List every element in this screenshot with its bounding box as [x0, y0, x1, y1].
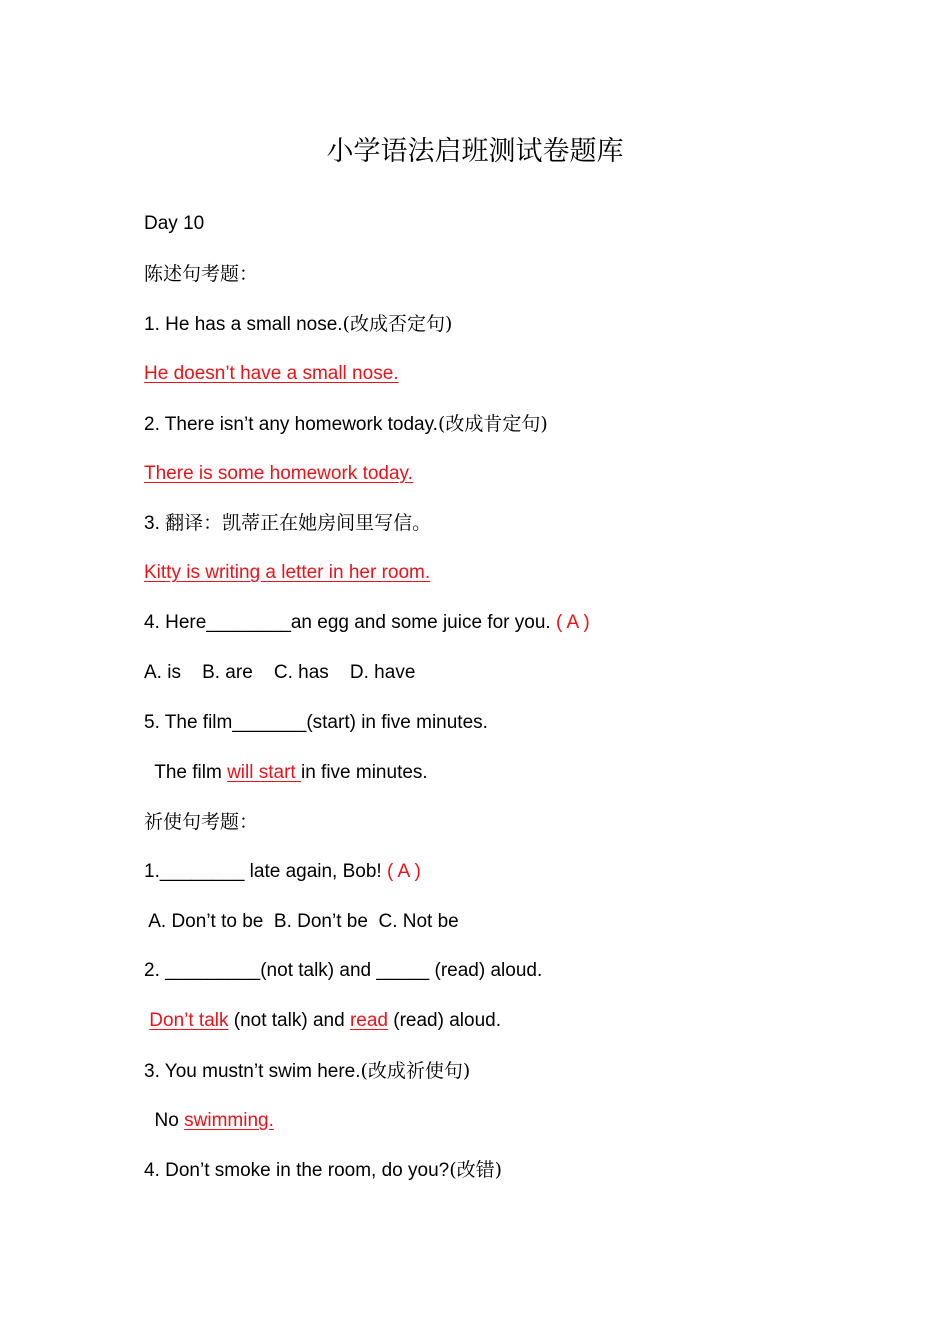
question-3 [144, 510, 431, 537]
question-2 [144, 411, 548, 438]
day-label: Day 10 [144, 213, 205, 234]
answer-1: He doesn’t have a small nose. [144, 363, 399, 384]
question-number: 3. [144, 513, 166, 534]
answer-suffix: (read) aloud. [387, 1010, 501, 1031]
question-5: 5. The film_______(start) in five minutes. [144, 712, 488, 733]
imperative-answer-3 [144, 1108, 274, 1134]
page-title: 小学语法启班测试卷题库 [326, 136, 624, 167]
answer-suffix: in five minutes. [300, 762, 428, 783]
question-text: 1. He has a small nose. [144, 314, 343, 335]
question-text: 4. Here________an egg and some juice for you. [144, 612, 556, 633]
answer-2: There is some homework today. [144, 463, 413, 484]
section-heading-imperatives: 祈使句考题： [144, 811, 259, 833]
question-instruction: (改错) [449, 1159, 503, 1181]
imperative-options-1: A. Don’t to be B. Don’t be C. Not be [144, 911, 459, 932]
question-instruction: (改成否定句) [342, 313, 453, 335]
answer-3: Kitty is writing a letter in her room. [144, 562, 431, 583]
question-4 [144, 610, 590, 636]
question-instruction: (改成肯定句) [437, 413, 548, 435]
question-1 [144, 311, 452, 338]
answer-fill-2: read [349, 1010, 388, 1031]
answer-prefix: The film [144, 762, 228, 783]
answer-fill: will start [227, 762, 301, 783]
question-text: 翻译：凯蒂正在她房间里写信。 [165, 512, 432, 534]
answer-fill: swimming. [184, 1110, 274, 1131]
answer-prefix: No [144, 1110, 185, 1131]
imperative-question-2: 2. _________(not talk) and _____ (read) aloud. [144, 960, 543, 981]
question-instruction: (改成祈使句) [360, 1060, 471, 1082]
imperative-question-4 [144, 1157, 502, 1184]
section-heading-statements: 陈述句考题： [144, 263, 259, 285]
answer-5 [144, 760, 428, 786]
question-text: 1.________ late again, Bob! [144, 861, 387, 882]
answer-fill-1: Don’t talk [149, 1010, 229, 1031]
options-4: A. is B. are C. has D. have [144, 662, 416, 683]
answer-middle: (not talk) and [228, 1010, 350, 1031]
imperative-answer-2 [144, 1008, 501, 1034]
imperative-question-3 [144, 1058, 470, 1085]
answer-choice: ( A ) [555, 612, 590, 633]
question-text: 2. There isn’t any homework today. [144, 414, 438, 435]
answer-choice: ( A ) [386, 861, 421, 882]
question-text: 4. Don’t smoke in the room, do you? [144, 1160, 450, 1181]
question-text: 3. You mustn’t swim here. [144, 1061, 361, 1082]
imperative-question-1 [144, 859, 421, 885]
